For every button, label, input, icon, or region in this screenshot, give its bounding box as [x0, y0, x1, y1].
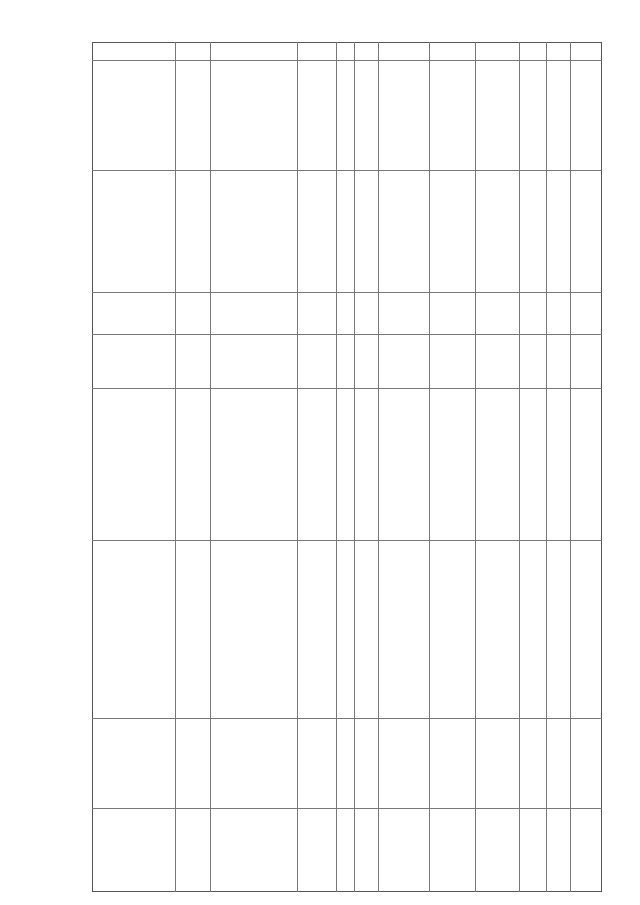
table-row-rule — [92, 334, 602, 335]
table-row-rule — [92, 808, 602, 809]
budget-table — [92, 42, 602, 892]
table-row-rule — [92, 60, 602, 61]
table-row-rule — [92, 292, 602, 293]
table-row-rule — [92, 388, 602, 389]
table-row-rule — [92, 170, 602, 171]
appendix-note — [620, 0, 632, 905]
table-row-rule — [92, 540, 602, 541]
table-row-rule — [92, 718, 602, 719]
